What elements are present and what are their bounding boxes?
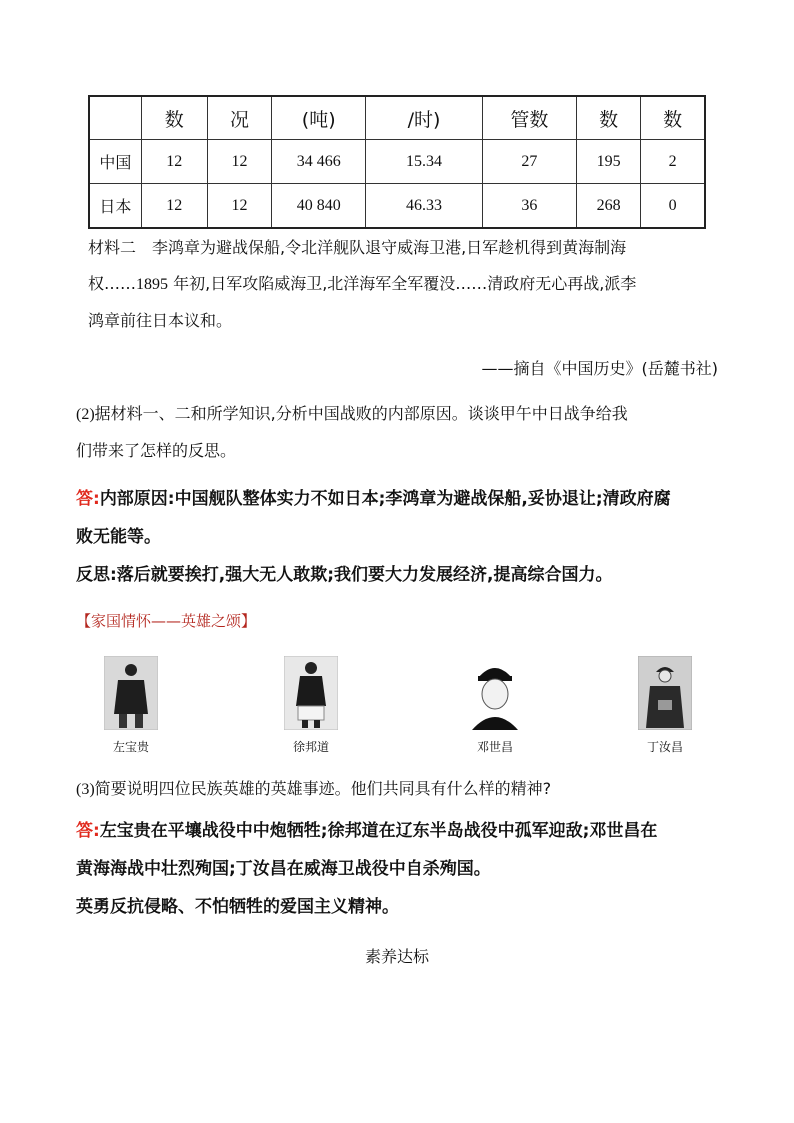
caption-zuo-baogui: 左宝贵 [112,740,149,754]
material-two-line: 材料二 李鸿章为避战保船,令北洋舰队退守威海卫港,日军趁机得到黄海制海 [88,238,627,257]
table-cell: 195 [577,140,641,184]
question-2 [76,396,720,469]
text-run: 年初,日军攻陷威海卫,北洋海军全军覆没……清政府无心再战,派李 [168,274,637,293]
table-cell: 36 [482,184,576,229]
table-cell: 34 466 [272,140,366,184]
caption-deng-shichang: 邓世昌 [476,740,513,754]
question-line [76,396,720,433]
answer-text: 内部原因:中国舰队整体实力不如日本;李鸿章为避战保船,妥协退让;清政府腐 [99,489,671,509]
table-header-cell: 数 [641,96,705,140]
table-header-cell: /时) [366,96,482,140]
question-text: 据材料一、二和所学知识,分析中国战败的内部原因。谈谈甲午中日战争给我 [94,404,628,423]
source-citation: ——摘自《中国历史》(岳麓书社) [481,359,718,378]
row-label-japan: 日本 [89,184,141,229]
table-cell: 12 [141,140,207,184]
answer-tag: 答: [76,821,100,841]
portrait-deng-shichang [466,656,524,730]
table-cell: 40 840 [272,184,366,229]
table-cell: 12 [207,184,271,229]
table-cell: 27 [482,140,576,184]
table-cell: 2 [641,140,705,184]
fleet-comparison-table [88,95,706,229]
question-line: 们带来了怎样的反思。 [76,441,237,460]
table-header-cell [89,96,141,140]
material-two-paragraph [88,230,720,339]
table-row [89,184,705,229]
answer-line: 败无能等。 [76,527,161,547]
question-number: (2) [76,406,95,423]
caption-ding-ruchang: 丁汝昌 [646,740,683,754]
answer-line [76,812,726,850]
question-line [76,771,720,808]
material-two-line: 鸿章前往日本议和。 [88,311,233,330]
answer-line: 英勇反抗侵略、不怕牺牲的爱国主义精神。 [76,897,399,917]
table-cell: 12 [207,140,271,184]
table-header-row [89,96,705,140]
answer-text: 左宝贵在平壤战役中中炮牺牲;徐邦道在辽东半岛战役中孤军迎敌;邓世昌在 [99,821,658,841]
answer-line: 黄海海战中壮烈殉国;丁汝昌在威海卫战役中自杀殉国。 [76,859,491,879]
table-cell: 12 [141,184,207,229]
table-header-cell: 数 [577,96,641,140]
footer-section-title: 素养达标 [364,947,429,966]
table-cell: 268 [577,184,641,229]
portrait-xu-bangdao [284,656,338,730]
table-cell: 46.33 [366,184,482,229]
question-3 [76,771,720,808]
answer-3 [76,812,726,926]
table-header-cell: 数 [141,96,207,140]
row-label-china: 中国 [89,140,141,184]
table-cell: 0 [641,184,705,229]
answer-line: 反思:落后就要挨打,强大无人敢欺;我们要大力发展经济,提高综合国力。 [76,565,613,585]
question-text: 简要说明四位民族英雄的英雄事迹。他们共同具有什么样的精神? [94,779,552,798]
answer-2 [76,480,726,594]
section-heading: 【家国情怀——英雄之颂】 [76,612,257,630]
table-header-cell: 管数 [482,96,576,140]
answer-tag: 答: [76,489,100,509]
material-two-line [88,266,720,303]
portrait-zuo-baogui [104,656,158,730]
answer-line [76,480,726,518]
table-cell: 15.34 [366,140,482,184]
table-row [89,140,705,184]
table-header-cell: (吨) [272,96,366,140]
text-run: 权…… [88,274,137,293]
table-header-cell: 况 [207,96,271,140]
year-text: 1895 [136,276,169,293]
caption-xu-bangdao: 徐邦道 [292,740,329,754]
question-number: (3) [76,781,95,798]
portrait-ding-ruchang [638,656,692,730]
